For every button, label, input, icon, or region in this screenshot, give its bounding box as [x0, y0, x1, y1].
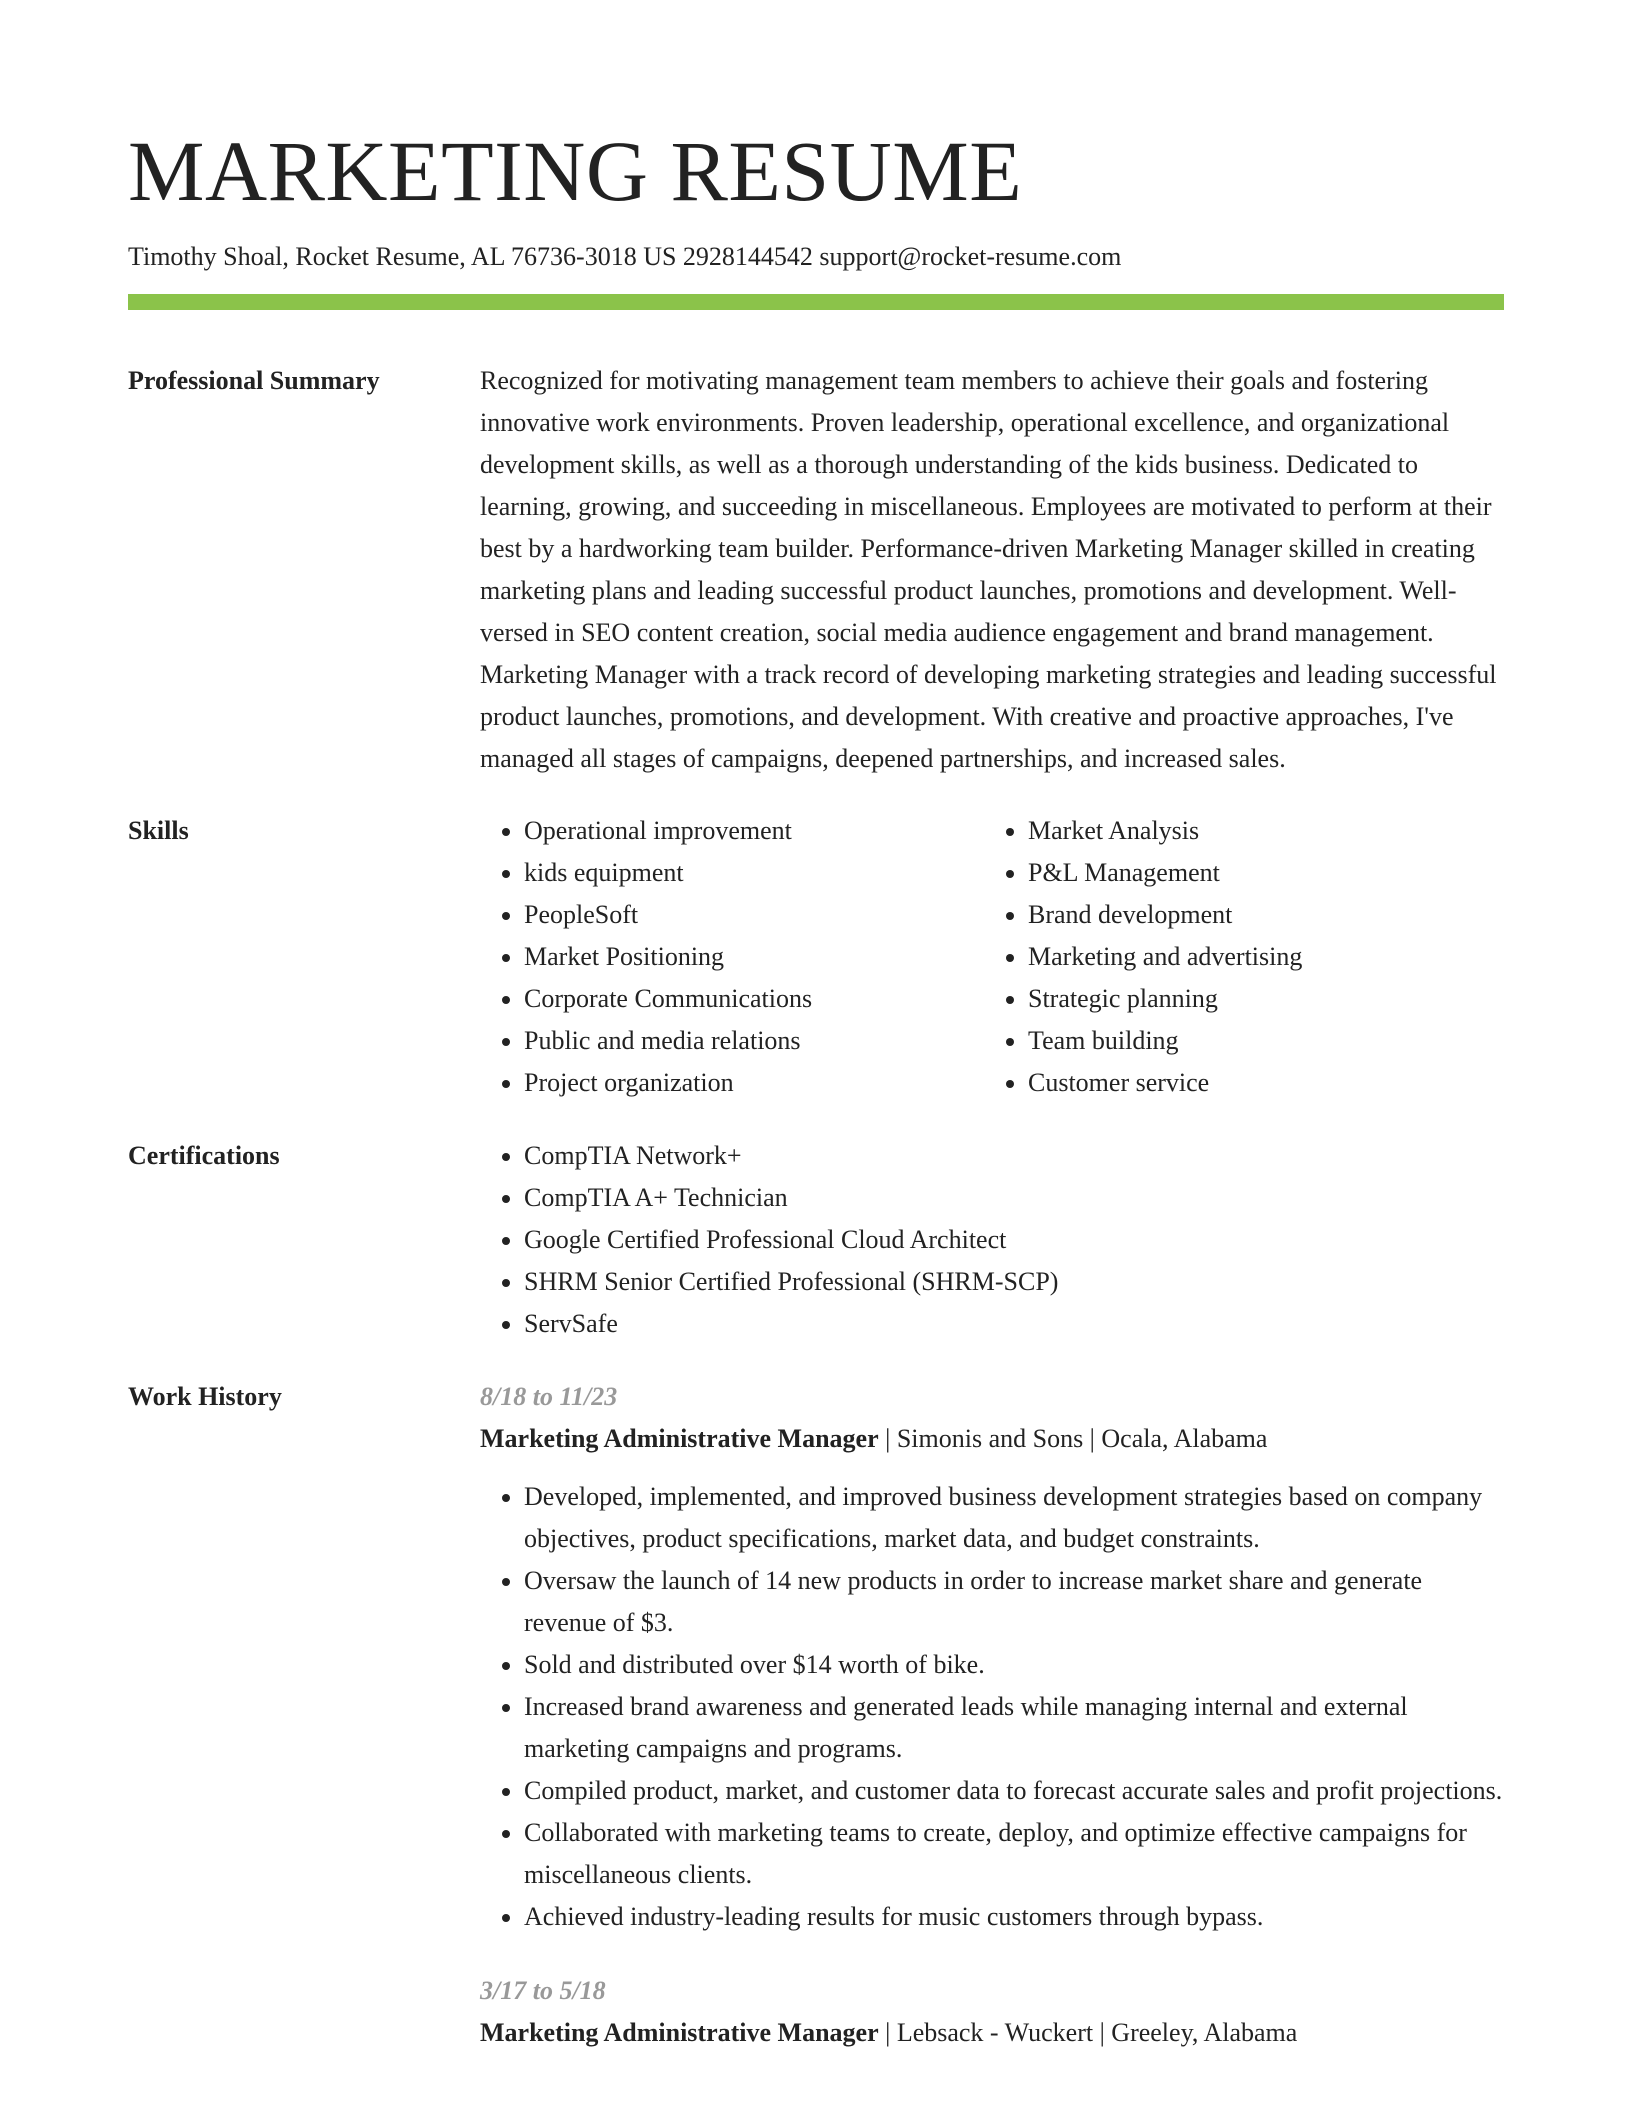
job-title: Marketing Administrative Manager — [480, 1424, 879, 1453]
certification-item: • Google Certified Professional Cloud Architect — [524, 1219, 1504, 1261]
skill-item: • Public and media relations — [524, 1020, 984, 1062]
skill-item: • Team building — [1028, 1020, 1488, 1062]
skill-item: • kids equipment — [524, 852, 984, 894]
job-title: Marketing Administrative Manager — [480, 2018, 879, 2047]
skill-item: • PeopleSoft — [524, 894, 984, 936]
certification-item: • SHRM Senior Certified Professional (SHRM-SCP) — [524, 1261, 1504, 1303]
job-employer-location: | Simonis and Sons | Ocala, Alabama — [878, 1424, 1268, 1453]
job-duty-item: • Increased brand awareness and generated leads while managing internal and external marketing campaigns and programs. — [524, 1686, 1504, 1770]
job-heading — [480, 2012, 1504, 2054]
job-dates: 8/18 to 11/23 — [480, 1382, 618, 1411]
skills-label: Skills — [128, 816, 189, 845]
skill-item: • Operational improvement — [524, 810, 984, 852]
job-duty-item: • Developed, implemented, and improved business development strategies based on company objectives, product specifications, market data, and budget constraints. — [524, 1476, 1504, 1560]
certification-item: • CompTIA Network+ — [524, 1135, 1504, 1177]
certifications-label: Certifications — [128, 1141, 280, 1170]
job-heading — [480, 1418, 1504, 1460]
skill-item: • Strategic planning — [1028, 978, 1488, 1020]
certifications-list — [480, 1135, 1504, 1345]
skill-item: • Customer service — [1028, 1062, 1488, 1104]
job-employer-location: | Lebsack - Wuckert | Greeley, Alabama — [878, 2018, 1298, 2047]
job-entry — [480, 1376, 1504, 1938]
resume-page — [128, 0, 1504, 2086]
job-duty-item: • Sold and distributed over $14 worth of bike. — [524, 1644, 1504, 1686]
skills-list-left — [480, 810, 984, 1104]
job-duty-item: • Compiled product, market, and customer data to forecast accurate sales and profit projections. — [524, 1770, 1504, 1812]
contact-line: Timothy Shoal, Rocket Resume, AL 76736-3018 US 2928144542 support@rocket-resume.com — [128, 242, 1122, 271]
job-dates: 3/17 to 5/18 — [480, 1976, 606, 2005]
skill-item: • Market Analysis — [1028, 810, 1488, 852]
skill-item: • Marketing and advertising — [1028, 936, 1488, 978]
skill-item: • P&L Management — [1028, 852, 1488, 894]
job-entry — [480, 1970, 1504, 2054]
skill-item: • Project organization — [524, 1062, 984, 1104]
skill-item: • Brand development — [1028, 894, 1488, 936]
resume-title: MARKETING RESUME — [128, 123, 1023, 219]
job-duty-item: • Collaborated with marketing teams to create, deploy, and optimize effective campaigns for miscellaneous clients. — [524, 1812, 1504, 1896]
skill-item: • Corporate Communications — [524, 978, 984, 1020]
job-duty-item: • Oversaw the launch of 14 new products in order to increase market share and generate revenue of $3. — [524, 1560, 1504, 1644]
certification-item: • CompTIA A+ Technician — [524, 1177, 1504, 1219]
skills-section — [128, 810, 1504, 1104]
job-duties-list — [480, 1476, 1504, 1938]
summary-text: Recognized for motivating management team members to achieve their goals and fostering innovative work environments. Proven leadership, operational excellence, and organizational development skills, as well as a thorough understanding of the kids business. Dedicated to learning, growing, and succeeding in miscellaneous. Employees are motivated to perform at their best by a hardworking team builder. Performance-driven Marketing Manager skilled in creating marketing plans and leading successful product launches, promotions and development. Well-versed in SEO content creation, social media audience engagement and brand management. Marketing Manager with a track record of developing marketing strategies and leading successful product launches, promotions, and development. With creative and proactive approaches, I've managed all stages of campaigns, deepened partnerships, and increased sales. — [480, 366, 1497, 773]
job-duty-item: • Achieved industry-leading results for music customers through bypass. — [524, 1896, 1504, 1938]
header-divider — [128, 294, 1504, 310]
summary-section — [128, 360, 1504, 780]
work-history-label: Work History — [128, 1382, 282, 1411]
certifications-section — [128, 1135, 1504, 1345]
skills-list-right — [984, 810, 1488, 1104]
certification-item: • ServSafe — [524, 1303, 1504, 1345]
skill-item: • Market Positioning — [524, 936, 984, 978]
summary-label: Professional Summary — [128, 366, 380, 395]
work-history-section — [128, 1376, 1504, 2086]
